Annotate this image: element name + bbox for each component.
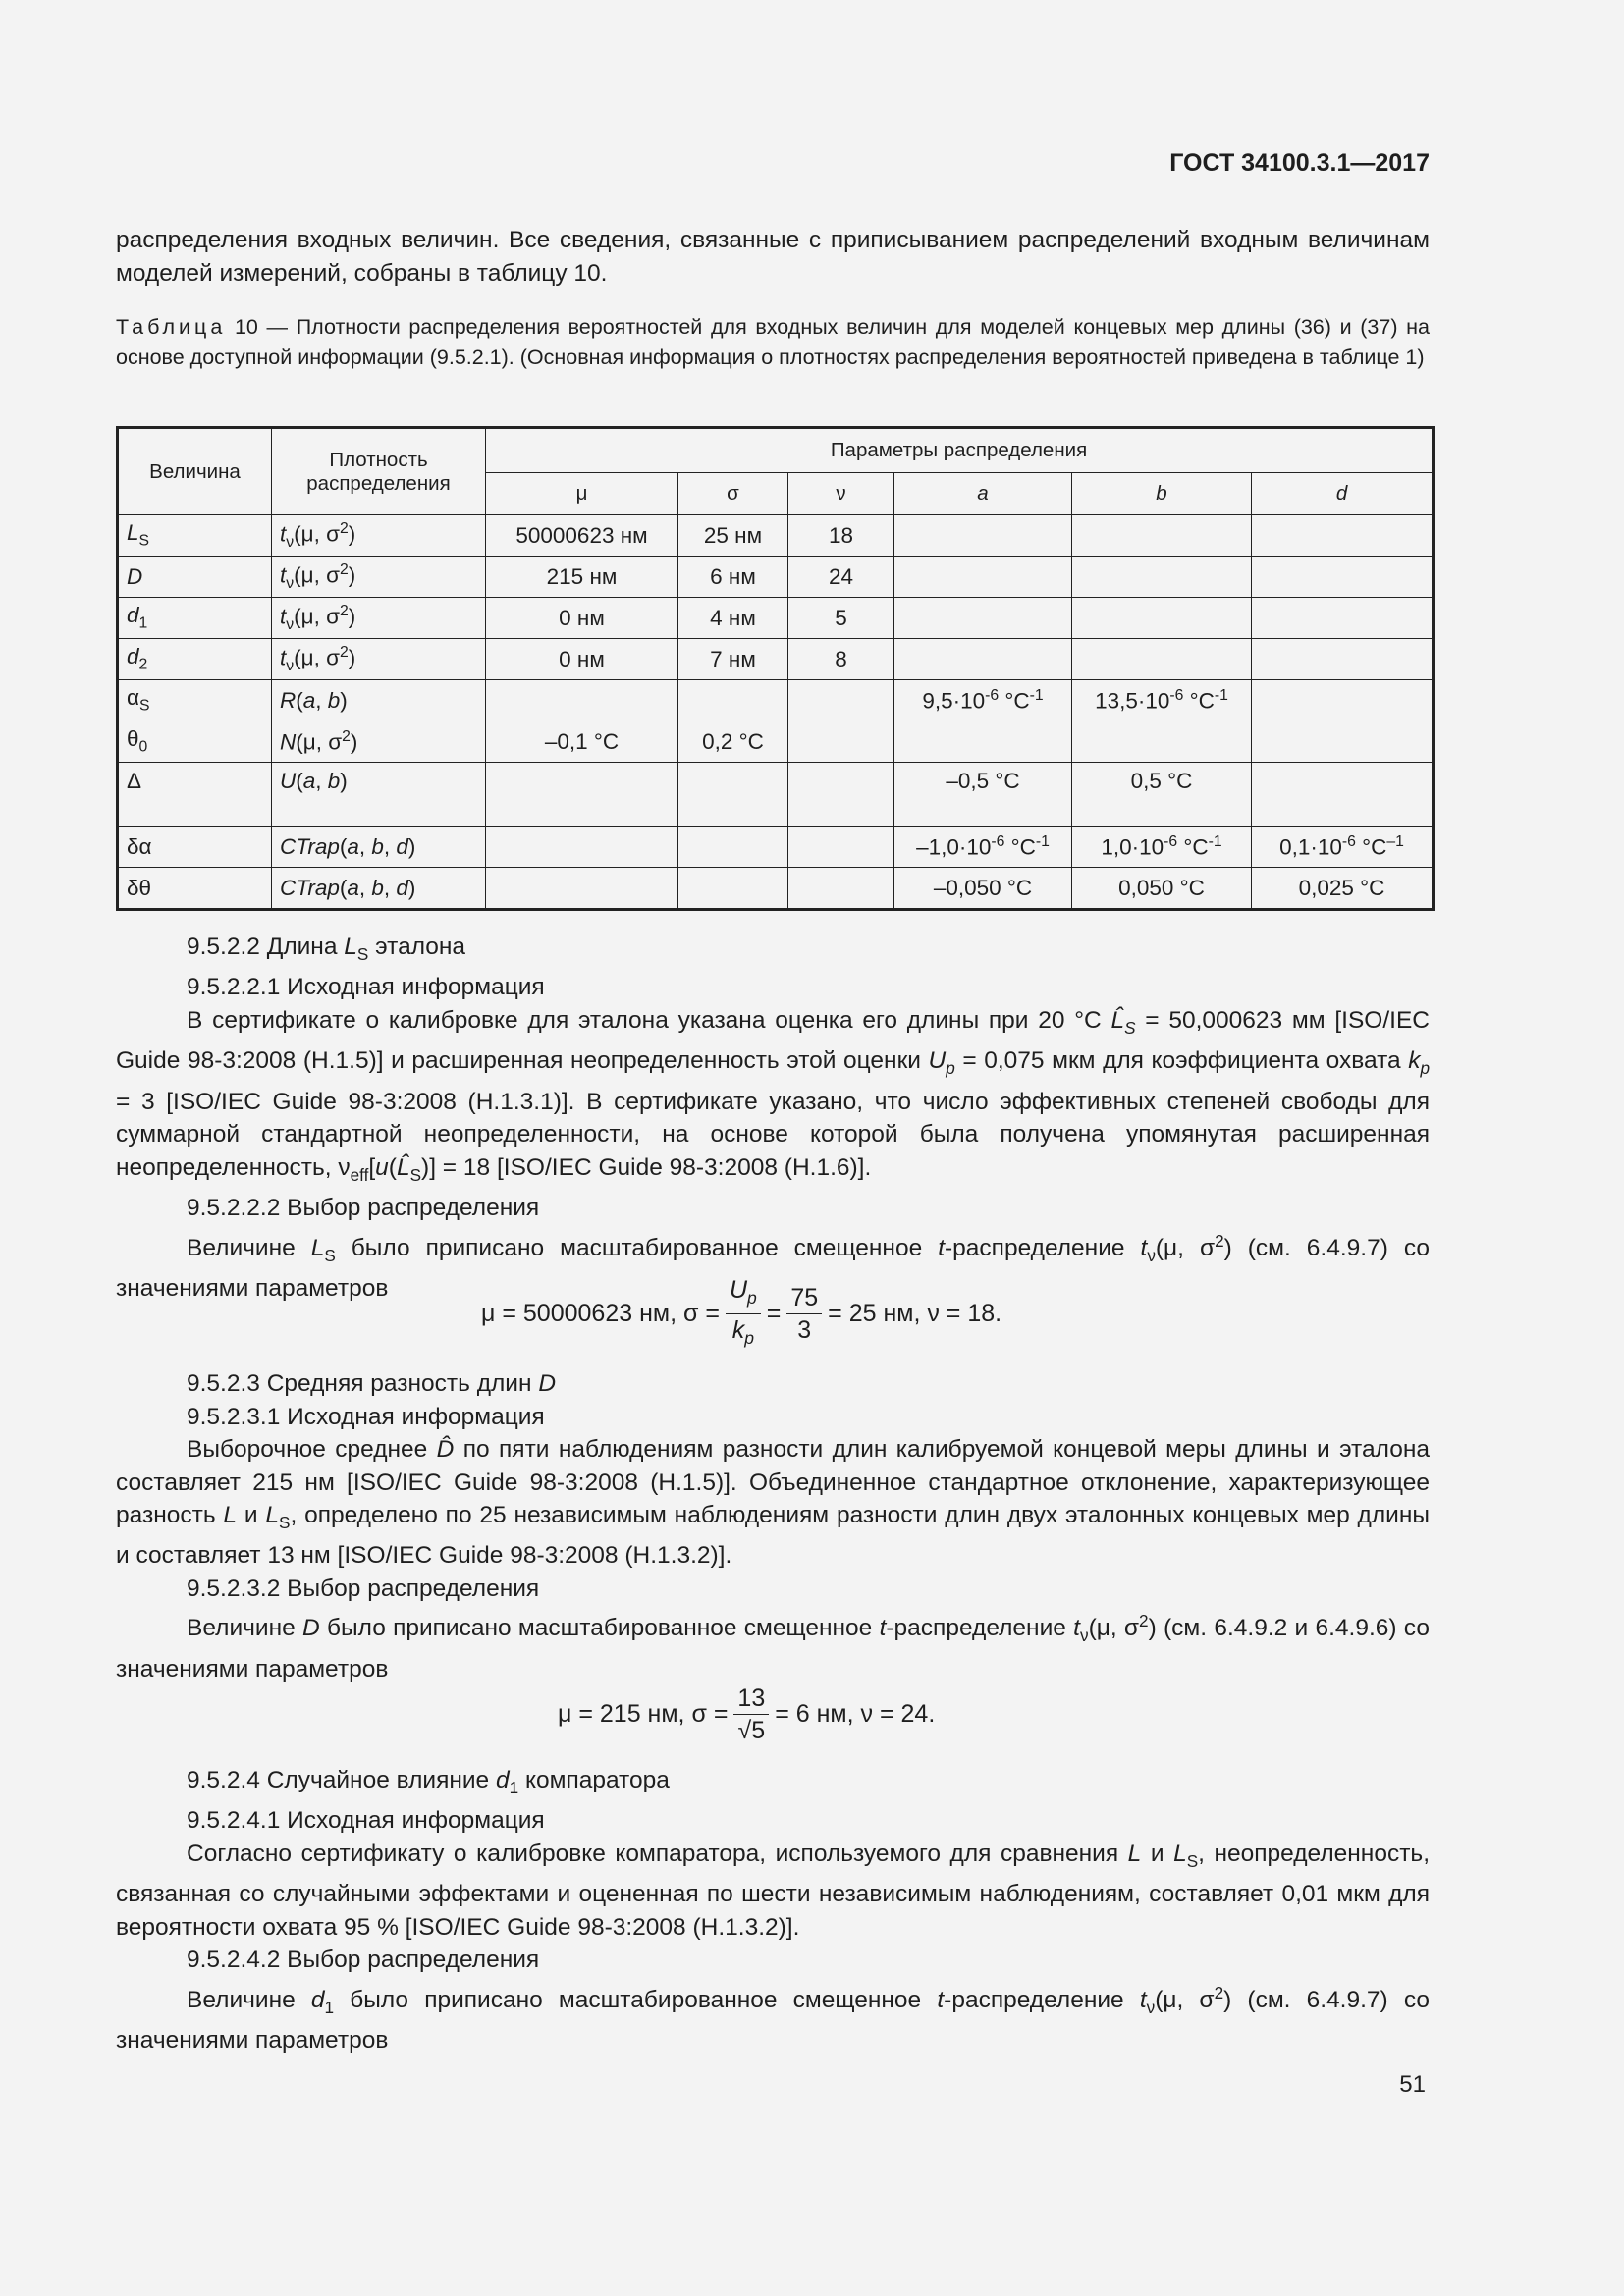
table-row <box>118 827 1434 868</box>
cell-d: 0,025 °C <box>1252 868 1434 910</box>
cell-d <box>1252 763 1434 827</box>
cell-d <box>1252 639 1434 680</box>
table-row <box>118 868 1434 910</box>
cell-a: –0,050 °C <box>894 868 1072 910</box>
paragraph: Выборочное среднее D̂ по пяти наблюдениям разности длин калибруемой концевой меры длины и эталона составляет 215 нм [ISO/IEC Guide 98-3:2008 (H.1.5)]. Объединенное стандартное отклонение, характеризующее разность L и $L_S$, определено по 25 независимым наблюдениям разности длин двух эталонных концевых мер длины и составляет 13 нм [ISO/IEC Guide 98-3:2008 (H.1.3.2)]. <box>116 1436 1430 1570</box>
cell-nu: 8 <box>788 639 894 680</box>
heading: 9.5.2.4.1 Исходная информация <box>187 1807 545 1835</box>
cell-mu: –0,1 °C <box>486 721 678 763</box>
cell-dist: R(a, b) <box>272 680 486 721</box>
cell-sigma <box>678 827 788 868</box>
cell-q: D <box>118 557 272 598</box>
cell-q: Δ <box>118 763 272 827</box>
paragraph: Согласно сертификату о калибровке компаратора, используемого для сравнения L и $L_S$, неопределенность, связанная со случайными эффектами и оцененная по шести независимым наблюдениям, составляет 0,01 мкм для вероятности охвата 95 % [ISO/IEC Guide 98-3:2008 (H.1.3.2)]. <box>116 1840 1431 1941</box>
cell-a: $-1,0\cdot 10^{-6}$ $^\circ C^{-1}$ <box>894 827 1072 868</box>
cell-q: $L_S$ <box>118 515 272 557</box>
cell-q: δα <box>118 827 272 868</box>
cell-d: $0,1\cdot 10^{-6}$ $^\circ C^{-1}$ <box>1252 827 1434 868</box>
cell-mu: 50000623 нм <box>486 515 678 557</box>
cell-a: –0,5 °C <box>894 763 1072 827</box>
cell-b: 0,050 °C <box>1072 868 1252 910</box>
cell-nu <box>788 868 894 910</box>
cell-nu: 18 <box>788 515 894 557</box>
heading: 9.5.2.3 Средняя разность длин D <box>187 1370 557 1397</box>
cell-mu <box>486 827 678 868</box>
heading: 9.5.2.2.1 Исходная информация <box>187 974 545 1001</box>
intro-text <box>116 224 1430 290</box>
intro-paragraph: распределения входных величин. Все сведения, связанные с приписыванием распределений входным величинам моделей измерений, собраны в таблицу 10. <box>116 227 1430 287</box>
formula-d-params: μ = 215 нм, σ = $\frac{13}{√5}$ = 6 нм, ν = 24. <box>558 1684 936 1744</box>
paragraph: Величине $d_1$ было приписано масштабированное смещенное t-распределение $t_\nu(\mu$, $\sigma^2$) (см. 6.4.9.7) со значениями параметров <box>116 1982 1430 2055</box>
cell-b: $13,5\cdot 10^{-6}$ $^\circ C^{-1}$ <box>1072 680 1252 721</box>
section-9-5-2-2 <box>116 931 1430 1306</box>
section-9-5-2-3 <box>116 1367 1430 1685</box>
cell-q: $\theta_0$ <box>118 721 272 763</box>
header-param: μ <box>486 473 678 515</box>
cell-q: $\alpha_S$ <box>118 680 272 721</box>
header-params: Параметры распределения <box>486 428 1434 473</box>
page-number: 51 <box>1399 2071 1426 2098</box>
cell-dist: N(μ, $\sigma^2$) <box>272 721 486 763</box>
paragraph: Величине D было приписано масштабированное смещенное t-распределение $t_\nu(\mu$, $\sigma^2$) (см. 6.4.9.2 и 6.4.9.6) со значениями параметров <box>116 1611 1430 1682</box>
cell-a <box>894 639 1072 680</box>
paragraph: Величине $L_S$ было приписано масштабированное смещенное t-распределение $t_\nu(\mu$, $\sigma^2$) (см. 6.4.9.7) со значениями параметров <box>116 1230 1430 1303</box>
cell-b: 0,5 °C <box>1072 763 1252 827</box>
table-row <box>118 680 1434 721</box>
cell-d <box>1252 680 1434 721</box>
cell-q: $d_1$ <box>118 598 272 639</box>
heading: 9.5.2.2 Длина $L_S$ эталона <box>187 934 466 964</box>
cell-nu <box>788 721 894 763</box>
cell-dist: CTrap(a, b, d) <box>272 868 486 910</box>
header-param: ν <box>788 473 894 515</box>
document-id: ГОСТ 34100.3.1—2017 <box>1169 149 1430 177</box>
cell-a <box>894 557 1072 598</box>
heading: 9.5.2.3.2 Выбор распределения <box>187 1575 540 1602</box>
paragraph: В сертификате о калибровке для эталона указана оценка его длины при 20 °C $L̂_S = 50,000623$ мм [ISO/IEC Guide 98-3:2008 (H.1.5)] и расширенная неопределенность этой оценки $U_p = 0,075$ мкм для коэффициента охвата $k_p = 3$ [ISO/IEC Guide 98-3:2008 (H.1.3.1)]. В сертификате указано, что число эффективных степеней свободы для суммарной стандартной неопределенности, на основе которой была получена упомянутая расширенная неопределенность, $\nu_{eff}[u(L̂_S)] = 18$ [ISO/IEC Guide 98-3:2008 (H.1.6)]. <box>116 1006 1431 1185</box>
cell-dist: $t_\nu(\mu$, $\sigma^2$) <box>272 515 486 557</box>
cell-mu <box>486 868 678 910</box>
cell-mu: 0 нм <box>486 598 678 639</box>
cell-sigma: 7 нм <box>678 639 788 680</box>
cell-a: $9,5\cdot 10^{-6}$ $^\circ C^{-1}$ <box>894 680 1072 721</box>
cell-dist: $t_\nu(\mu$, $\sigma^2$) <box>272 598 486 639</box>
formula-ls-params: μ = 50000623 нм, σ = $\frac{U_p}{k_p}$ = $\frac{75}{3}$ = 25 нм, ν = 18. <box>481 1276 1002 1348</box>
cell-q: $d_2$ <box>118 639 272 680</box>
cell-sigma: 4 нм <box>678 598 788 639</box>
table-row <box>118 598 1434 639</box>
cell-nu <box>788 827 894 868</box>
cell-b <box>1072 639 1252 680</box>
section-9-5-2-4 <box>116 1764 1430 2057</box>
heading: 9.5.2.4.2 Выбор распределения <box>187 1947 540 1974</box>
cell-d <box>1252 557 1434 598</box>
cell-mu <box>486 680 678 721</box>
heading: 9.5.2.2.2 Выбор распределения <box>187 1195 540 1222</box>
header-param: σ <box>678 473 788 515</box>
cell-nu <box>788 680 894 721</box>
cell-a <box>894 598 1072 639</box>
table-caption-label: Таблица <box>116 315 227 339</box>
cell-nu: 5 <box>788 598 894 639</box>
cell-sigma: 6 нм <box>678 557 788 598</box>
cell-b <box>1072 557 1252 598</box>
cell-b <box>1072 721 1252 763</box>
cell-a <box>894 515 1072 557</box>
table-row <box>118 515 1434 557</box>
table-row <box>118 721 1434 763</box>
cell-dist: $t_\nu(\mu$, $\sigma^2$) <box>272 557 486 598</box>
cell-sigma <box>678 680 788 721</box>
table-caption <box>116 312 1430 372</box>
heading: 9.5.2.4 Случайное влияние $d_1$ компаратора <box>187 1767 670 1797</box>
cell-mu: 215 нм <box>486 557 678 598</box>
cell-dist: CTrap(a, b, d) <box>272 827 486 868</box>
distribution-table <box>116 426 1435 911</box>
table-row <box>118 763 1434 827</box>
table-row <box>118 639 1434 680</box>
header-param: d <box>1252 473 1434 515</box>
cell-d <box>1252 721 1434 763</box>
cell-sigma: 25 нм <box>678 515 788 557</box>
cell-dist: $t_\nu(\mu$, $\sigma^2$) <box>272 639 486 680</box>
cell-nu <box>788 763 894 827</box>
cell-d <box>1252 515 1434 557</box>
cell-b <box>1072 598 1252 639</box>
cell-q: δθ <box>118 868 272 910</box>
table-row <box>118 557 1434 598</box>
cell-nu: 24 <box>788 557 894 598</box>
cell-a <box>894 721 1072 763</box>
table-caption-text: 10 — Плотности распределения вероятностей для входных величин для моделей концевых мер длины (36) и (37) на основе доступной информации (9.5.2.1). (Основная информация о плотностях распределения вероятностей приведена в таблице 1) <box>116 315 1430 369</box>
header-quantity: Величина <box>118 428 272 515</box>
cell-dist: U(a, b) <box>272 763 486 827</box>
header-param: b <box>1072 473 1252 515</box>
header-density: Плотность распределения <box>272 428 486 515</box>
cell-b <box>1072 515 1252 557</box>
cell-b: $1,0\cdot 10^{-6}$ $^\circ C^{-1}$ <box>1072 827 1252 868</box>
header-param: a <box>894 473 1072 515</box>
cell-mu <box>486 763 678 827</box>
cell-sigma <box>678 868 788 910</box>
cell-mu: 0 нм <box>486 639 678 680</box>
heading: 9.5.2.3.1 Исходная информация <box>187 1403 545 1430</box>
cell-d <box>1252 598 1434 639</box>
cell-sigma <box>678 763 788 827</box>
cell-sigma: 0,2 °C <box>678 721 788 763</box>
